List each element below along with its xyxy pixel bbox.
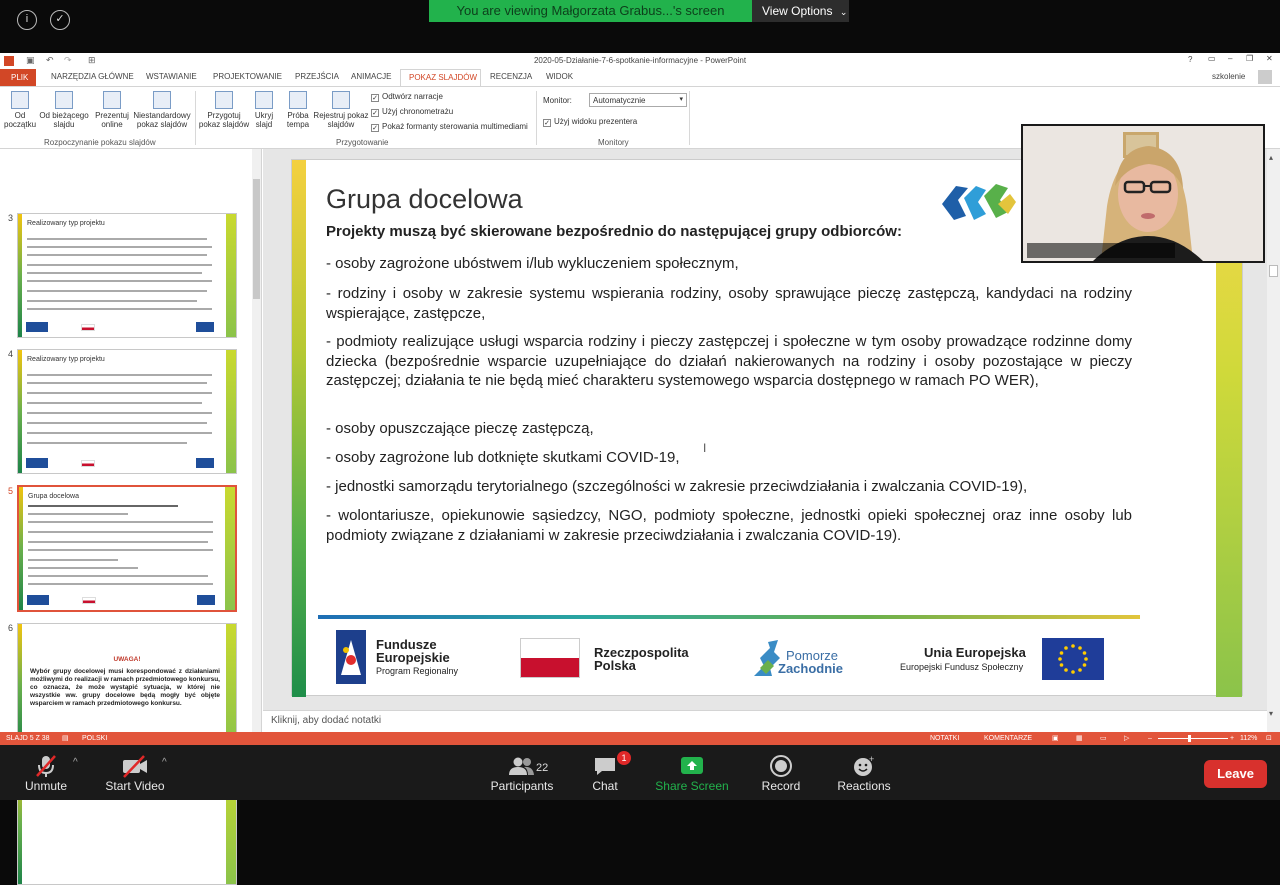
monitor-select-value: Automatycznie [593, 96, 646, 105]
comments-toggle[interactable]: KOMENTARZE [984, 735, 1033, 742]
thumb-logos [26, 458, 216, 468]
thumb-text-line [28, 559, 118, 561]
zoom-top-bar [0, 0, 1280, 53]
notes-pane[interactable] [263, 710, 1267, 732]
group-monitors-label: Monitory [598, 138, 629, 147]
ribbon-separator [536, 91, 537, 145]
thumb-logos [27, 595, 217, 605]
reactions-button[interactable] [832, 753, 896, 793]
thumb-logo [26, 322, 48, 332]
thumb-text-line [27, 422, 207, 424]
from-beginning-label: Od [14, 111, 26, 120]
slide-subtitle: Projekty muszą być skierowane bezpośrednio do następującej grupy odbiorców: [326, 223, 902, 240]
spellcheck-icon[interactable]: ▤ [62, 735, 69, 742]
microphone-muted-icon [18, 753, 74, 779]
thumb-text-line [27, 272, 202, 274]
thumb-body: Wybór grupy docelowej musi korespondować z działaniami możliwymi do realizacji w ramach przedmiotowego konkursu, co oznacza, że może wystąpić sytuacja, w której nie wszystkie ww. grupy docelowe będą mogły być objęte wsparciem w ramach przedmiotowego konkursu. [30, 668, 220, 707]
chevron-down-icon: ⌄ [839, 7, 848, 17]
svg-text:+: + [869, 754, 875, 764]
thumbnail-slide-6[interactable] [17, 623, 237, 748]
present-online-label: Prezentuj [95, 111, 129, 120]
reactions-icon [832, 753, 896, 779]
rehearse-label: Próba [287, 111, 309, 120]
thumb-text-line [28, 549, 213, 551]
slide-title: Grupa docelowa [326, 184, 523, 214]
thumb-stripe-right [226, 350, 236, 473]
thumb-text-line [27, 264, 212, 266]
unmute-label: Unmute [24, 779, 68, 793]
user-name[interactable]: szkolenie [1212, 72, 1246, 81]
status-bar [0, 732, 1280, 745]
slide-bullet: - podmioty realizujące usługi wsparcia rodziny i pieczy zastępczej i społeczne w tym osoby prowadzące rodzinne domy dziecka (bezpośrednie wsparcie uzupełniające do działań nakierowanych na rodziny i osoby pozostające w pieczy zastępczej; działania te nie będą mieć charakteru systemowego wsparcia dostępnego w ramach PO WER), [326, 333, 1132, 389]
fe-logo-sub: Program Regionalny [376, 666, 459, 676]
participant-video[interactable] [1021, 124, 1265, 263]
share-screen-icon [652, 753, 732, 779]
slide-bullet: - rodziny i osoby w zakresie systemu wspierania rodziny, osoby sprawujące pieczę zastępczą, kandydaci na rodziny wspierające, zastępcze, [326, 285, 1132, 322]
present-online-button[interactable] [93, 91, 131, 129]
ribbon-separator [195, 91, 196, 145]
tab-animations[interactable]: ANIMACJE [351, 72, 392, 81]
undo-icon[interactable]: ↶ [46, 55, 54, 65]
setup-show-label-2: pokaz slajdów [198, 120, 250, 129]
thumb-text-line [27, 442, 187, 444]
zoom-meeting-toolbar [0, 745, 1280, 800]
close-icon[interactable]: ✕ [1266, 54, 1273, 63]
chat-label: Chat [592, 779, 618, 793]
thumb-text-line [27, 382, 207, 384]
chat-button[interactable] [585, 753, 625, 793]
chat-icon [585, 753, 625, 779]
group-start-label: Rozpoczynanie pokazu slajdów [44, 138, 156, 147]
title-bar [0, 53, 1280, 69]
scroll-down-icon[interactable]: ▾ [1269, 709, 1274, 718]
thumb-text-line [27, 412, 212, 414]
slide-thumbnails-pane[interactable] [0, 149, 262, 732]
setup-show-button[interactable] [198, 91, 250, 129]
present-icon[interactable]: ⊞ [88, 55, 96, 65]
thumb-stripe [18, 214, 22, 337]
slide-bullet: - jednostki samorządu terytorialnego (szczególności w zakresie przeciwdziałania i zwalczania COVID-19), [326, 478, 1028, 495]
thumb-text-line [27, 300, 197, 302]
custom-show-icon [153, 91, 171, 109]
avatar[interactable] [1258, 70, 1272, 84]
thumbnail-slide-3[interactable] [17, 213, 237, 338]
thumb-text-line [27, 238, 207, 240]
slide-bullet: - osoby zagrożone ubóstwem i/lub wykluczeniem społecznym, [326, 255, 739, 272]
text-cursor-icon: I [703, 441, 707, 455]
redo-icon[interactable]: ↷ [64, 55, 72, 65]
slide-counter: SLAJD 5 Z 38 [6, 735, 50, 742]
pz-logo-text-2: Zachodnie [778, 661, 844, 676]
thumb-text-line [27, 290, 207, 292]
present-online-label-2: online [101, 120, 123, 129]
thumb-text-line [28, 505, 178, 507]
custom-show-button[interactable] [132, 91, 192, 129]
ribbon-tabs [0, 69, 1280, 86]
thumb-text-line [28, 567, 138, 569]
thumb-title: Realizowany typ projektu [27, 220, 105, 227]
thumb-text-line [27, 308, 212, 310]
reactions-label: Reactions [837, 779, 891, 793]
viewing-banner: You are viewing Małgorzata Grabus...'s screen [429, 0, 752, 22]
slide-sorter-icon[interactable]: ▦ [1076, 735, 1083, 742]
tab-file-label: PLIK [11, 73, 29, 82]
hide-slide-icon [255, 91, 273, 109]
from-current-button[interactable] [38, 91, 90, 129]
present-online-icon [103, 91, 121, 109]
restore-icon[interactable]: ❐ [1246, 54, 1254, 63]
custom-show-label: Niestandardowy [133, 111, 191, 120]
zoom-out-icon[interactable]: – [1148, 735, 1152, 742]
use-timings-checkbox[interactable]: ✓ Użyj chronometrażu [372, 107, 454, 117]
show-media-controls-checkbox[interactable]: ✓ Pokaż formanty sterowania multimediami [372, 122, 528, 132]
use-timings-label: Użyj chronometrażu [382, 107, 454, 116]
tab-insert[interactable]: WSTAWIANIE [146, 72, 197, 81]
presenter-video-image [1023, 126, 1263, 261]
thumb-text-line [27, 246, 212, 248]
thumbnail-slide-5[interactable] [17, 485, 237, 612]
record-show-label-2: slajdów [327, 120, 355, 129]
thumb-stripe [18, 624, 22, 747]
chat-badge: 1 [617, 751, 631, 765]
slide-divider [318, 615, 1140, 619]
slideshow-view-icon[interactable]: ▷ [1124, 735, 1130, 742]
record-show-label: Rejestruj pokaz [313, 111, 369, 120]
custom-show-label-2: pokaz slajdów [136, 120, 188, 129]
thumb-text-line [27, 402, 202, 404]
slideshow-start-icon [11, 91, 29, 109]
thumb-logo [26, 458, 48, 468]
slide-bullet: - osoby opuszczające pieczę zastępczą, [326, 420, 594, 437]
thumb-text-line [27, 254, 207, 256]
thumb-logo [81, 324, 95, 331]
thumb-number: 4 [8, 349, 14, 359]
eu-flag-icon [1042, 638, 1104, 680]
project-logo-icon [938, 178, 1018, 228]
fe-logo-text: Fundusze [376, 637, 437, 652]
thumb-logo [197, 595, 215, 605]
thumb-text-line [27, 374, 212, 376]
thumb-text-line [28, 531, 213, 533]
monitor-select[interactable] [589, 93, 687, 107]
rehearse-timings-button[interactable] [284, 91, 312, 129]
ue-logo-text: Unia Europejska [924, 645, 1026, 660]
hide-slide-label-2: slajd [255, 120, 273, 129]
slide-scrollbar[interactable] [1267, 149, 1280, 732]
shield-icon[interactable]: ✓ [50, 10, 70, 30]
chevron-up-icon[interactable]: ^ [73, 757, 78, 768]
slideshow-current-icon [55, 91, 73, 109]
video-off-icon [100, 753, 170, 779]
reading-view-icon[interactable]: ▭ [1100, 735, 1107, 742]
thumb-number: 5 [8, 486, 14, 496]
scrollbar-thumb[interactable] [1269, 265, 1278, 277]
thumb-text-line [27, 432, 212, 434]
thumb-number: 3 [8, 213, 14, 223]
zoom-in-icon[interactable]: + [1230, 735, 1235, 742]
slide-bullet: - wolontariusze, opiekunowie sąsiedzcy, NGO, podmioty społeczne, jednostki opieki społecznej oraz inne osoby lub podmioty związane z działaniami w zakresie przeciwdziałania i zwalczania COVID-19). [326, 507, 1132, 544]
rehearse-icon [289, 91, 307, 109]
save-icon[interactable]: ▣ [26, 55, 35, 65]
ribbon-separator [689, 91, 690, 145]
play-narrations-label: Odtwórz narracje [382, 92, 443, 101]
thumb-logo [81, 460, 95, 467]
presenter-view-checkbox[interactable]: ✓ Użyj widoku prezentera [544, 117, 638, 127]
thumb-stripe-right [226, 624, 236, 747]
participant-name-label [1027, 243, 1175, 258]
from-current-label: Od bieżącego [39, 111, 89, 120]
polish-flag-icon [520, 638, 580, 678]
from-beginning-button[interactable] [4, 91, 36, 129]
thumb-text-line [27, 280, 212, 282]
fe-logo-text-2: Europejskie [376, 650, 450, 665]
thumb-stripe [19, 487, 23, 610]
record-show-icon [332, 91, 350, 109]
thumb-title: Grupa docelowa [28, 493, 79, 500]
from-current-label-2: slajdu [53, 120, 75, 129]
thumb-stripe-right [225, 487, 235, 610]
from-beginning-label-2: początku [4, 120, 37, 129]
language-status[interactable]: POLSKI [82, 735, 108, 742]
monitor-label: Monitor: [543, 96, 572, 105]
window-title: 2020-05-Działanie-7-6-spotkanie-informacyjne - PowerPoint [533, 56, 747, 65]
play-narrations-checkbox[interactable]: ✓ Odtwórz narracje [372, 92, 443, 102]
notes-toggle[interactable]: NOTATKI [930, 735, 960, 742]
slide-bullet: - osoby zagrożone lub dotknięte skutkami COVID-19, [326, 449, 680, 466]
participants-label: Participants [490, 779, 554, 793]
start-video-label: Start Video [105, 779, 165, 793]
thumb-title: Realizowany typ projektu [27, 356, 105, 363]
ue-logo-sub: Europejski Fundusz Społeczny [900, 662, 1024, 672]
thumbnail-slide-4[interactable] [17, 349, 237, 474]
rp-logo-text-2: Polska [594, 658, 636, 673]
scroll-up-icon[interactable]: ▴ [1269, 153, 1274, 162]
start-video-button[interactable] [100, 753, 170, 793]
record-icon [757, 753, 805, 779]
tab-review[interactable]: RECENZJA [490, 72, 533, 81]
normal-view-icon[interactable]: ▣ [1052, 735, 1059, 742]
help-icon[interactable]: ? [1188, 55, 1193, 64]
thumb-text-line [27, 392, 212, 394]
hide-slide-label: Ukryj [254, 111, 274, 120]
fit-slide-icon[interactable]: ⊡ [1266, 735, 1272, 742]
rehearse-label-2: tempa [286, 120, 310, 129]
ribbon-options-icon[interactable]: ▭ [1208, 54, 1216, 63]
chevron-down-icon: ▾ [679, 96, 683, 103]
info-icon[interactable]: i [17, 10, 37, 30]
setup-show-label: Przygotuj [207, 111, 241, 120]
thumb-title: UWAGA! [113, 656, 141, 663]
group-setup-label: Przygotowanie [336, 138, 389, 147]
tab-file[interactable] [0, 69, 36, 86]
tab-design[interactable]: PROJEKTOWANIE [213, 72, 282, 81]
rp-logo-text: Rzeczpospolita [594, 645, 689, 660]
view-options-label: View Options [762, 4, 833, 18]
participants-button[interactable] [486, 753, 558, 793]
tab-home[interactable]: NARZĘDZIA GŁÓWNE [51, 72, 134, 81]
tab-slideshow[interactable] [400, 69, 481, 86]
tab-view[interactable]: WIDOK [546, 72, 574, 81]
tab-transitions[interactable]: PRZEJŚCIA [295, 72, 340, 81]
thumb-text-line [28, 513, 128, 515]
share-screen-label: Share Screen [655, 779, 729, 793]
thumb-logo [196, 458, 214, 468]
thumb-number: 6 [8, 623, 14, 633]
slide-left-stripe [292, 160, 306, 697]
minimize-icon[interactable]: – [1228, 54, 1233, 63]
record-label: Record [761, 779, 801, 793]
notes-placeholder: Kliknij, aby dodać notatki [271, 715, 382, 726]
thumb-text-line [28, 583, 213, 585]
thumb-logos [26, 322, 216, 332]
unmute-button[interactable] [18, 753, 74, 793]
zoom-slider-handle[interactable] [1188, 735, 1191, 742]
thumb-text-line [28, 541, 208, 543]
presenter-view-label: Użyj widoku prezentera [554, 117, 638, 126]
thumb-text-line [28, 521, 213, 523]
fundusze-europejskie-logo-icon [336, 630, 366, 684]
hide-slide-button[interactable] [252, 91, 276, 129]
record-show-button[interactable] [313, 91, 369, 129]
leave-button[interactable]: Leave [1204, 760, 1267, 788]
view-options-button[interactable] [752, 0, 849, 22]
record-button[interactable] [757, 753, 805, 793]
chevron-up-icon[interactable]: ^ [162, 757, 167, 768]
share-screen-button[interactable] [652, 753, 732, 793]
thumb-logo [27, 595, 49, 605]
thumb-text-line [28, 575, 208, 577]
zoom-level[interactable]: 112% [1240, 735, 1258, 742]
participants-count: 22 [536, 762, 549, 774]
setup-show-icon [215, 91, 233, 109]
thumb-logo [196, 322, 214, 332]
thumb-stripe [18, 350, 22, 473]
scrollbar-thumb[interactable] [253, 179, 260, 299]
zoom-slider[interactable] [1158, 738, 1228, 739]
thumb-stripe-right [226, 214, 236, 337]
show-media-controls-label: Pokaż formanty sterowania multimediami [382, 122, 528, 131]
participants-icon [486, 753, 558, 779]
pz-logo-text: Pomorze [786, 648, 839, 663]
tab-slideshow-label: POKAZ SLAJDÓW [409, 73, 478, 82]
thumb-logo [82, 597, 96, 604]
thumbnails-scrollbar[interactable] [252, 149, 261, 732]
